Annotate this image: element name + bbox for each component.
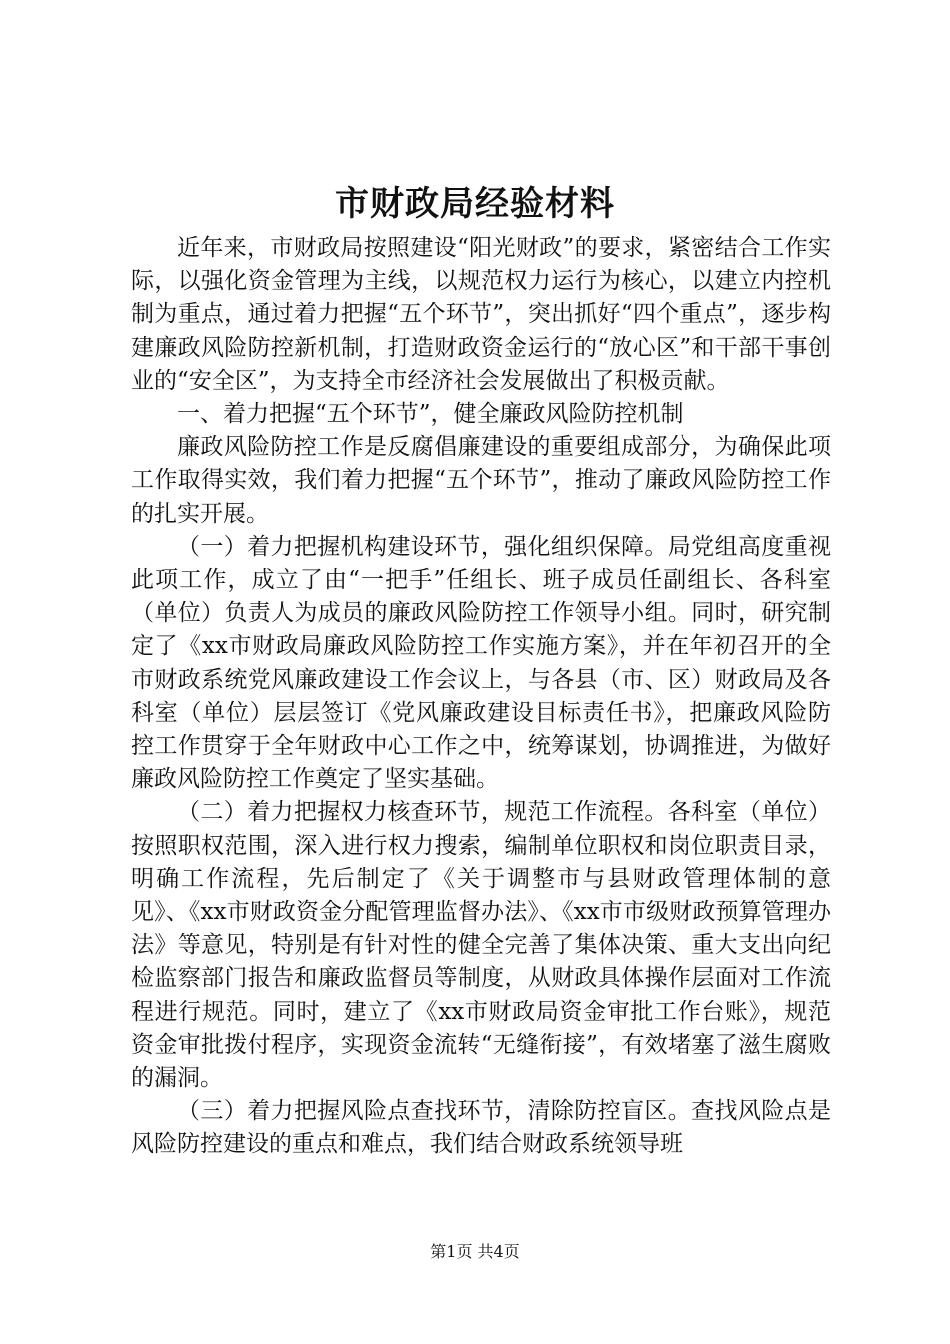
page-number-footer: 第1页 共4页 [430,1242,520,1261]
paragraph-item-1: （一）着力把握机构建设环节，强化组织保障。局党组高度重视此项工作，成立了由“一把手”任组长、班子成员任副组长、各科室（单位）负责人为成员的廉政风险防控工作领导小组。同时，研究制定了《xx市财政局廉政风险防控工作实施方案》，并在年初召开的全市财政系统党风廉政建设工作会议上，与各县（市、区）财政局及各科室（单位）层层签订《党风廉政建设目标责任书》，把廉政风险防控工作贯穿于全年财政中心工作之中，统筹谋划，协调推进，为做好廉政风险防控工作奠定了坚实基础。 [131,533,831,793]
paragraph-intro: 近年来，市财政局按照建设“阳光财政”的要求，紧密结合工作实际，以强化资金管理为主线，以规范权力运行为核心，以建立内控机制为重点，通过着力把握“五个环节”，突出抓好“四个重点”，逐步构建廉政风险防控新机制，打造财政资金运行的“放心区”和干部干事创业的“安全区”，为支持全市经济社会发展做出了积极贡献。 [131,235,831,394]
section-heading-1: 一、着力把握“五个环节”，健全廉政风险防控机制 [177,401,684,428]
paragraph-item-3: （三）着力把握风险点查找环节，清除防控盲区。查找风险点是风险防控建设的重点和难点，我们结合财政系统领导班 [131,1098,831,1158]
document-body [131,232,831,1162]
document-title: 市财政局经验材料 [335,184,615,224]
paragraph-item-2: （二）着力把握权力核查环节，规范工作流程。各科室（单位）按照职权范围，深入进行权力搜索，编制单位职权和岗位职责目录，明确工作流程，先后制定了《关于调整市与县财政管理体制的意见》、《xx市财政资金分配管理监督办法》、《xx市市级财政预算管理办法》等意见，特别是有针对性的健全完善了集体决策、重大支出向纪检监察部门报告和廉政监督员等制度，从财政具体操作层面对工作流程进行规范。同时，建立了《xx市财政局资金审批工作台账》，规范资金审批拨付程序，实现资金流转“无缝衔接”，有效堵塞了滋生腐败的漏洞。 [131,799,831,1092]
paragraph-section-1-intro: 廉政风险防控工作是反腐倡廉建设的重要组成部分，为确保此项工作取得实效，我们着力把握“五个环节”，推动了廉政风险防控工作的扎实开展。 [131,434,831,527]
